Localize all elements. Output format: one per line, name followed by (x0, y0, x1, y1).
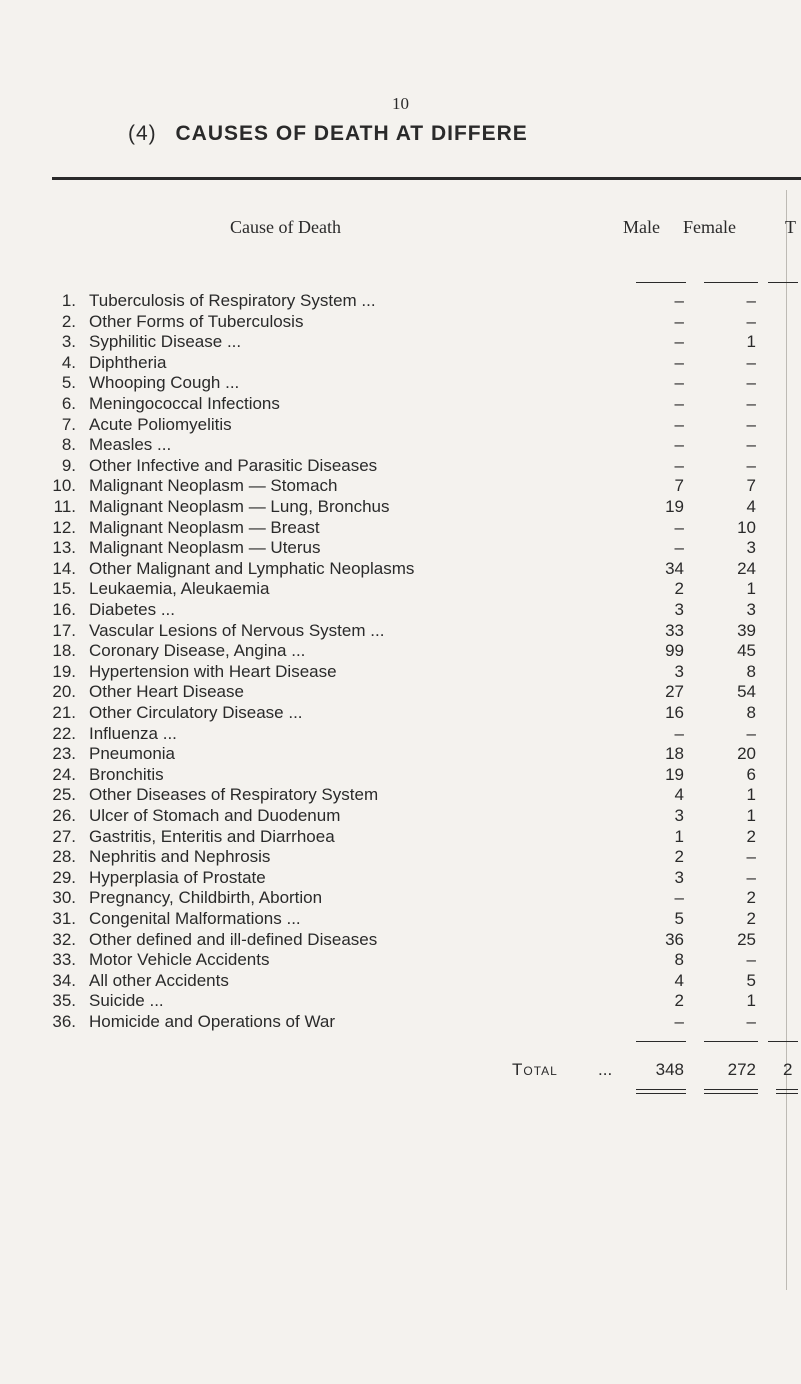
female-count: 25 (737, 929, 756, 949)
cause-name: Nephritis and Nephrosis (89, 847, 271, 867)
male-count: – (674, 352, 684, 372)
row-number: 22. (52, 723, 76, 743)
cause-name: Homicide and Operations of War (89, 1012, 335, 1031)
row-number: 17. (52, 620, 76, 640)
male-count: 3 (674, 806, 684, 825)
male-count: – (674, 373, 684, 393)
female-count: 8 (746, 661, 756, 681)
female-count: 10 (737, 517, 756, 537)
male-count: – (674, 455, 684, 475)
male-count: 3 (674, 661, 684, 681)
male-count: – (674, 888, 684, 908)
column-header-female: Female (683, 217, 736, 237)
female-count: 1 (746, 785, 756, 805)
female-count: – (746, 373, 756, 393)
row-number: 25. (52, 785, 76, 805)
male-count: 3 (674, 867, 684, 887)
page-number: 10 (392, 94, 409, 113)
cause-name: Malignant Neoplasm — Lung, Bronchus (89, 497, 390, 516)
row-number: 9. (61, 455, 76, 475)
cause-name: Tuberculosis of Respiratory System ... (89, 291, 376, 310)
female-count: 5 (746, 970, 756, 990)
cause-name: Whooping Cough ... (89, 373, 240, 393)
page-heading (128, 122, 528, 146)
row-number: 5. (61, 373, 76, 393)
female-count: 1 (746, 332, 756, 352)
sum-rule-female (704, 1041, 758, 1042)
male-count: – (674, 538, 684, 558)
female-count: – (746, 723, 756, 743)
row-number: 36. (52, 1012, 76, 1031)
female-count: 2 (746, 826, 756, 846)
cause-name: Gastritis, Enteritis and Diarrhoea (89, 826, 335, 846)
male-count: 2 (674, 847, 684, 867)
cause-name: Motor Vehicle Accidents (89, 950, 270, 970)
header-rule-clipped (768, 282, 798, 283)
row-number: 19. (52, 661, 76, 681)
male-count: 4 (674, 785, 684, 805)
female-count: 4 (746, 497, 756, 516)
row-number: 31. (52, 909, 76, 928)
female-count: – (746, 867, 756, 887)
cause-name: Vascular Lesions of Nervous System ... (89, 620, 385, 640)
male-count: – (674, 394, 684, 413)
row-number: 16. (52, 600, 76, 619)
male-count: 16 (665, 703, 684, 722)
male-count: – (674, 332, 684, 352)
header-rule-male (636, 282, 686, 283)
cause-name: Other Circulatory Disease ... (89, 703, 303, 722)
double-rule-male-b (636, 1093, 686, 1094)
heading-number: (4) (128, 122, 157, 145)
female-count: – (746, 291, 756, 310)
male-count: 27 (665, 682, 684, 702)
cause-name: Malignant Neoplasm — Breast (89, 517, 320, 537)
row-number: 27. (52, 826, 76, 846)
row-number: 21. (52, 703, 76, 722)
double-rule-female-a (704, 1089, 758, 1090)
female-count: 6 (746, 764, 756, 784)
female-count: 3 (746, 600, 756, 619)
row-number: 12. (52, 517, 76, 537)
female-count: – (746, 311, 756, 331)
row-number: 15. (52, 579, 76, 599)
male-count: 19 (665, 497, 684, 516)
cause-name: Malignant Neoplasm — Uterus (89, 538, 321, 558)
female-count: – (746, 1012, 756, 1031)
total-male: 348 (655, 1060, 684, 1079)
cause-name: Ulcer of Stomach and Duodenum (89, 806, 341, 825)
male-count: – (674, 1012, 684, 1031)
row-number: 26. (52, 806, 76, 825)
row-number: 20. (52, 682, 76, 702)
column-header-cause: Cause of Death (230, 217, 341, 237)
male-count: 5 (674, 909, 684, 928)
heading-text: CAUSES OF DEATH AT DIFFERE (175, 122, 528, 145)
female-count: 7 (746, 476, 756, 496)
sum-rule-male (636, 1041, 686, 1042)
female-count: – (746, 455, 756, 475)
male-count: – (674, 311, 684, 331)
female-count: 2 (746, 909, 756, 928)
cause-name: Other Forms of Tuberculosis (89, 311, 304, 331)
header-rule-female (704, 282, 758, 283)
row-number: 4. (61, 352, 76, 372)
total-clipped: 2 (783, 1060, 793, 1079)
row-number: 18. (52, 641, 76, 661)
cause-name: Other Diseases of Respiratory System (89, 785, 379, 805)
cause-name: All other Accidents (89, 970, 229, 990)
cause-name: Malignant Neoplasm — Stomach (89, 476, 338, 496)
female-count: 1 (746, 806, 756, 825)
male-count: – (674, 723, 684, 743)
row-number: 23. (52, 744, 76, 764)
double-rule-clipped-a (776, 1089, 798, 1090)
double-rule-female-b (704, 1093, 758, 1094)
female-count: 20 (737, 744, 756, 764)
cause-name: Pneumonia (89, 744, 176, 764)
male-count: 18 (665, 744, 684, 764)
total-dots: ... (598, 1060, 613, 1079)
male-count: 4 (674, 970, 684, 990)
row-number: 10. (52, 476, 76, 496)
row-number: 8. (61, 435, 76, 455)
cause-name: Diphtheria (89, 352, 167, 372)
row-number: 29. (52, 867, 76, 887)
cause-name: Hypertension with Heart Disease (89, 661, 337, 681)
male-count: 34 (665, 558, 684, 578)
cause-name: Other Malignant and Lymphatic Neoplasms (89, 558, 415, 578)
table-row (0, 1010, 801, 1034)
male-count: 7 (674, 476, 684, 496)
male-count: 8 (674, 950, 684, 970)
male-count: 2 (674, 991, 684, 1011)
top-rule (52, 177, 801, 180)
row-number: 7. (61, 414, 76, 434)
female-count: 2 (746, 888, 756, 908)
row-number: 32. (52, 929, 76, 949)
male-count: – (674, 291, 684, 310)
cause-name: Leukaemia, Aleukaemia (89, 579, 270, 599)
cause-name: Bronchitis (89, 764, 164, 784)
column-header-clipped: T (785, 217, 796, 237)
male-count: – (674, 435, 684, 455)
female-count: – (746, 435, 756, 455)
female-count: – (746, 352, 756, 372)
male-count: 33 (665, 620, 684, 640)
row-number: 30. (52, 888, 76, 908)
total-label: Total (512, 1060, 558, 1079)
female-count: – (746, 847, 756, 867)
female-count: 54 (737, 682, 756, 702)
male-count: 99 (665, 641, 684, 661)
cause-name: Other Heart Disease (89, 682, 244, 702)
row-number: 1. (61, 291, 76, 310)
female-count: 39 (737, 620, 756, 640)
male-count: 36 (665, 929, 684, 949)
female-count: – (746, 414, 756, 434)
row-number: 35. (52, 991, 76, 1011)
cause-name: Hyperplasia of Prostate (89, 867, 266, 887)
double-rule-male-a (636, 1089, 686, 1090)
female-count: – (746, 950, 756, 970)
row-number: 28. (52, 847, 76, 867)
male-count: – (674, 517, 684, 537)
male-count: – (674, 414, 684, 434)
row-number: 3. (61, 332, 76, 352)
cause-name: Other defined and ill-defined Diseases (89, 929, 378, 949)
male-count: 1 (674, 826, 684, 846)
cause-name: Measles ... (89, 435, 172, 455)
row-number: 34. (52, 970, 76, 990)
total-female: 272 (727, 1060, 756, 1079)
row-number: 24. (52, 764, 76, 784)
cause-name: Other Infective and Parasitic Diseases (89, 455, 378, 475)
row-number: 13. (52, 538, 76, 558)
cause-name: Acute Poliomyelitis (89, 414, 232, 434)
female-count: 8 (746, 703, 756, 722)
cause-name: Diabetes ... (89, 600, 175, 619)
female-count: 3 (746, 538, 756, 558)
female-count: 45 (737, 641, 756, 661)
cause-name: Influenza ... (89, 723, 177, 743)
female-count: 1 (746, 579, 756, 599)
male-count: 19 (665, 764, 684, 784)
sum-rule-clipped (768, 1041, 798, 1042)
cause-name: Syphilitic Disease ... (89, 332, 242, 352)
male-count: 2 (674, 579, 684, 599)
double-rule-clipped-b (776, 1093, 798, 1094)
female-count: 24 (737, 558, 756, 578)
female-count: – (746, 394, 756, 413)
cause-name: Congenital Malformations ... (89, 909, 301, 928)
cause-name: Pregnancy, Childbirth, Abortion (89, 888, 323, 908)
cause-name: Meningococcal Infections (89, 394, 280, 413)
female-count: 1 (746, 991, 756, 1011)
row-number: 6. (61, 394, 76, 413)
row-number: 33. (52, 950, 76, 970)
cause-name: Coronary Disease, Angina ... (89, 641, 306, 661)
male-count: 3 (674, 600, 684, 619)
row-number: 11. (53, 497, 76, 516)
column-header-male: Male (623, 217, 660, 237)
row-number: 2. (61, 311, 76, 331)
cause-name: Suicide ... (89, 991, 164, 1011)
row-number: 14. (52, 558, 76, 578)
